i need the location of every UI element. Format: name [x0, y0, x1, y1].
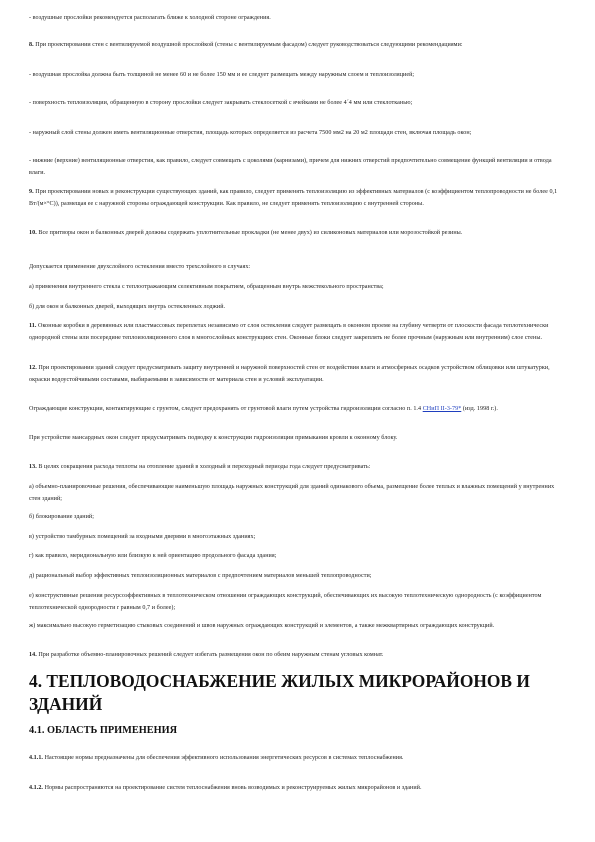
- section-heading: 4. ТЕПЛОВОДОСНАБЖЕНИЕ ЖИЛЫХ МИКРОРАЙОНОВ И ЗДАНИЙ: [29, 671, 530, 714]
- paragraph-8-lower-openings: - нижние (верхние) вентиляционные отверстия, как правило, следует совмещать с цоколями (карнизами), причем для нижних отверстий предпочтительно совмещение функций вентиляции и отвода влаги.: [29, 158, 552, 177]
- paragraph-8-vent-openings: - наружный слой стены должен иметь вентиляционные отверстия, площадь которых определяется из расчета 7500 мм2 на 20 м2 площади стен, включая площадь окон;: [29, 130, 472, 136]
- clause-number: 8.: [29, 42, 34, 48]
- clause-number: 10.: [29, 230, 37, 236]
- paragraph-13a: а) объемно-планировочные решения, обеспечивающие наименьшую площадь наружных конструкций для зданий одинакового объема, размещение более теплых и влажных помещений у внутренних стен зданий;: [29, 484, 555, 503]
- paragraph-mansard-windows: При устройстве мансардных окон следует предусматривать подводку к конструкции гидроизоляции примыкания кровли к оконному блоку.: [29, 435, 398, 441]
- clause-number: 4.1.1.: [29, 755, 44, 761]
- paragraph-13g: г) как правило, меридиональную или близкую к ней ориентацию продольного фасада здания;: [29, 553, 277, 559]
- clause-number: 12.: [29, 365, 37, 371]
- subsection-heading: 4.1. ОБЛАСТЬ ПРИМЕНЕНИЯ: [29, 725, 178, 736]
- paragraph-8-insulation-surface: - поверхность теплоизоляции, обращенную в сторону прослойки следует закрывать стеклосеткой с ячейками не более 4´4 мм или стеклотканью;: [29, 100, 413, 106]
- paragraph-14: 14. При разработке объемно-планировочных решений следует избегать размещения окон по обеим наружным стенам угловых комнат.: [29, 652, 384, 658]
- paragraph-0: - воздушные прослойки рекомендуется располагать ближе к холодной стороне ограждения.: [29, 15, 271, 21]
- snip-link[interactable]: СНиП II-3-79*: [422, 406, 462, 412]
- paragraph-13e: е) конструктивные решения ресурсоэффективных в теплотехническом отношении ограждающих конструкций, обеспечивающих их высокую теплотехническую однородность (с коэффициентом теплотехнической однородности r равным 0,7 и более);: [29, 593, 542, 612]
- paragraph-13zh: ж) максимально высокую герметизацию стыковых соединений и швов наружных ограждающих конструкций и элементов, а также межквартирных ограждающих конструкций.: [29, 623, 495, 629]
- paragraph-10: 10. Все притворы окон и балконных дверей должны содержать уплотнительные прокладки (не менее двух) из силиконовых материалов или морозостойкой резины.: [29, 230, 463, 236]
- clause-number: 14.: [29, 652, 37, 658]
- paragraph-13: 13. В целях сокращения расхода теплоты на отопление зданий в холодный и переходный периоды года следует предусматривать:: [29, 464, 371, 470]
- paragraph-case-a: а) применения внутреннего стекла с теплоотражающим селективным покрытием, обращенным внутрь межстекольного пространства;: [29, 284, 384, 290]
- paragraph-8-air-gap: - воздушная прослойка должна быть толщиной не менее 60 и не более 150 мм и ее следует размещать между наружным слоем и теплоизоляцией;: [29, 72, 415, 78]
- clause-number: 13.: [29, 464, 37, 470]
- paragraph-case-b: б) для окон и балконных дверей, выходящих внутрь остекленных лоджий.: [29, 304, 226, 310]
- clause-number: 11.: [29, 323, 37, 329]
- paragraph-4-1-1: 4.1.1. Настоящие нормы предназначены для обеспечения эффективного использования энергетических ресурсов в системах теплоснабжения.: [29, 755, 404, 761]
- paragraph-11: 11. Оконные коробки в деревянных или пластмассовых переплетах независимо от слоя остекления следует размещать в оконном проеме на глубину четверти от плоскости фасада теплотехнически однородной стены или посередине теплоизоляционного слоя в многослойных конструкциях стен. Оконные блоки следует закреплять не более прочным (наружным или внутренним) слое стены.: [29, 323, 549, 342]
- paragraph-12: 12. При проектировании зданий следует предусматривать защиту внутренней и наружной поверхностей стен от воздействия влаги и атмосферных осадков устройством облицовки или штукатурки, окраски водоустойчивыми составами, выбираемыми в зависимости от материала стен и условий эксплуатации.: [29, 365, 550, 384]
- paragraph-13d: д) рациональный выбор эффективных теплоизоляционных материалов с предпочтением материалов меньшей теплопроводности;: [29, 573, 372, 579]
- clause-number: 9.: [29, 189, 34, 195]
- paragraph-9: 9. При проектировании новых и реконструкции существующих зданий, как правило, следует применять теплоизоляцию из эффективных материалов (с коэффициентом теплопроводности не более 0,1 Вт/(м×°С)), размещая ее с наружной стороны ограждающей конструкции. Как правило, не следует применять теплоизоляцию с внутренней стороны.: [29, 189, 558, 208]
- paragraph-ground-contact: Ограждающие конструкции, контактирующие с грунтом, следует предохранять от грунтовой влаги путем устройства гидроизоляции согласно п. 1.4 СНиП II-3-79* (изд. 1998 г.).: [29, 406, 498, 412]
- clause-number: 4.1.2.: [29, 785, 44, 791]
- paragraph-13v: в) устройство тамбурных помещений за входными дверями в многоэтажных зданиях;: [29, 534, 256, 540]
- paragraph-13b: б) блокирование зданий;: [29, 514, 94, 520]
- paragraph-8: 8. При проектировании стен с вентилируемой воздушной прослойкой (стены с вентилируемым фасадом) следует руководствоваться следующими рекомендациями:: [29, 42, 463, 48]
- paragraph-double-glazing: Допускается применение двухслойного остекления вместо трехслойного в случаях:: [29, 264, 251, 270]
- paragraph-4-1-2: 4.1.2. Нормы распространяются на проектирование систем теплоснабжения вновь возводимых и реконструируемых жилых микрорайонов и зданий.: [29, 785, 422, 791]
